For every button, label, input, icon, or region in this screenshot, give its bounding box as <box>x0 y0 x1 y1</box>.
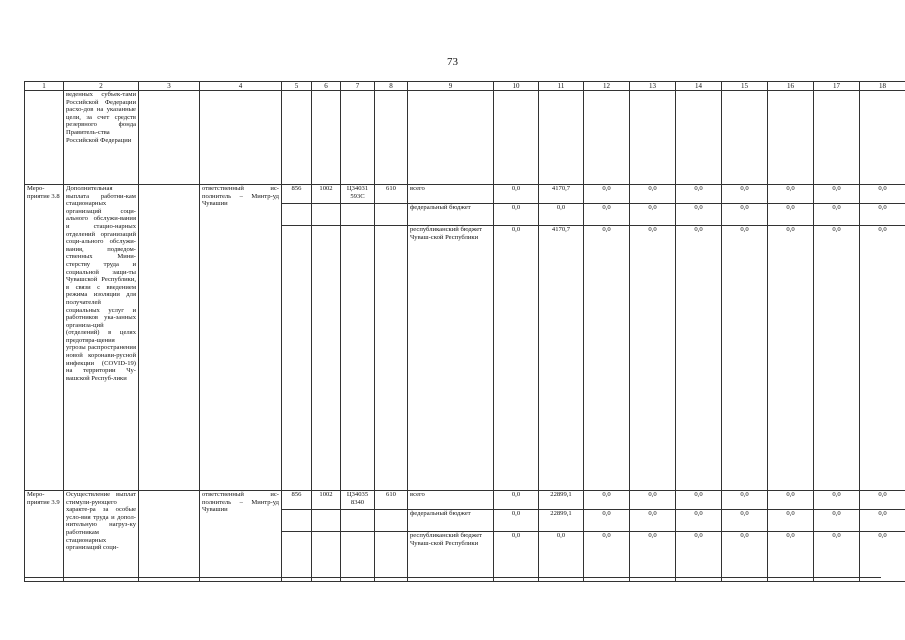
year-value: 0,0 <box>722 185 768 204</box>
continuation-text: веденных субъек-тами Российской Федерации расхо-дов на указанные цели, за счет средств резервного фонда Правитель-ства Российской Федерации <box>64 91 139 185</box>
activity-name: Дополнительная выплата работни-кам стационарных организаций соци-ального обслужи-вания и стацио-нарных отделений организаций соци-ального обслужи-вания, подведом-ственных Мини-стерству труда и социальной защи-ты Чувашской Республики, в связи с введением режима изоляции для получателей социальных услуг и работников ука-занных организа-ций (отделений) в целях предотвра-щения угрозы распространения новой коронави-русной инфекции (COVID-19) на территории Чу-вашской Респуб-лики <box>64 185 139 491</box>
year-value: 0,0 <box>768 226 814 491</box>
year-value: 0,0 <box>860 185 905 204</box>
year-value: 0,0 <box>768 510 814 532</box>
year-value: 0,0 <box>584 532 630 582</box>
code-csr <box>341 226 375 491</box>
year-value: 0,0 <box>630 185 676 204</box>
year-value: 0,0 <box>860 204 905 226</box>
column-header-17: 17 <box>814 82 860 91</box>
year-value: 0,0 <box>584 226 630 491</box>
year-value: 0,0 <box>860 491 905 510</box>
code-csr <box>341 204 375 226</box>
year-value: 0,0 <box>676 510 722 532</box>
year-value: 0,0 <box>584 204 630 226</box>
funding-source: федеральный бюджет <box>408 510 494 532</box>
year-value: 4170,7 <box>539 185 584 204</box>
year-value: 0,0 <box>768 491 814 510</box>
code-rzpr <box>312 532 341 582</box>
activity-col3 <box>139 185 200 491</box>
column-header-16: 16 <box>768 82 814 91</box>
year-value: 0,0 <box>630 204 676 226</box>
year-value: 0,0 <box>584 491 630 510</box>
year-value: 22899,1 <box>539 491 584 510</box>
page-number: 73 <box>447 56 458 68</box>
code-grbs <box>282 532 312 582</box>
activity-label: Меро-приятие 3.9 <box>25 491 64 582</box>
year-value: 0,0 <box>630 226 676 491</box>
year-value: 0,0 <box>630 491 676 510</box>
year-value: 0,0 <box>860 532 905 582</box>
code-vr <box>375 532 408 582</box>
year-value: 0,0 <box>584 185 630 204</box>
column-header-14: 14 <box>676 82 722 91</box>
code-grbs <box>282 226 312 491</box>
code-vr <box>375 226 408 491</box>
column-header-5: 5 <box>282 82 312 91</box>
year-value: 0,0 <box>676 491 722 510</box>
year-value: 0,0 <box>494 510 539 532</box>
year-value: 0,0 <box>814 532 860 582</box>
year-value: 0,0 <box>630 532 676 582</box>
column-header-8: 8 <box>375 82 408 91</box>
year-value: 0,0 <box>494 491 539 510</box>
code-csr: Ц34035 8340 <box>341 491 375 510</box>
year-value: 0,0 <box>722 510 768 532</box>
continuation-row <box>25 91 905 185</box>
column-header-13: 13 <box>630 82 676 91</box>
year-value: 0,0 <box>814 204 860 226</box>
year-value: 0,0 <box>768 204 814 226</box>
column-header-15: 15 <box>722 82 768 91</box>
year-value: 0,0 <box>494 226 539 491</box>
activity-name: Осуществление выплат стимули-рующего характе-ра за особые усло-вия труда и допол-нительную нагруз-ку работникам стационарных организаций соци- <box>64 491 139 582</box>
year-value: 0,0 <box>539 204 584 226</box>
year-value: 0,0 <box>494 532 539 582</box>
year-value: 0,0 <box>768 532 814 582</box>
budget-row <box>25 185 905 204</box>
column-header-12: 12 <box>584 82 630 91</box>
code-rzpr <box>312 204 341 226</box>
budget-row <box>25 491 905 510</box>
code-rzpr: 1002 <box>312 185 341 204</box>
funding-source: всего <box>408 491 494 510</box>
column-header-4: 4 <box>200 82 282 91</box>
code-csr: Ц34031 593С <box>341 185 375 204</box>
code-csr <box>341 510 375 532</box>
year-value: 0,0 <box>814 491 860 510</box>
table-bottom-edge <box>24 577 881 578</box>
funding-source: республиканский бюджет Чуваш-ской Республики <box>408 532 494 582</box>
column-header-10: 10 <box>494 82 539 91</box>
code-vr: 610 <box>375 491 408 510</box>
code-csr <box>341 532 375 582</box>
year-value: 0,0 <box>722 204 768 226</box>
year-value: 0,0 <box>722 491 768 510</box>
year-value: 0,0 <box>676 185 722 204</box>
code-rzpr: 1002 <box>312 491 341 510</box>
code-rzpr <box>312 226 341 491</box>
activity-executor: ответственный ис-полнитель – Минтр-уд Чувашии <box>200 185 282 491</box>
column-header-2: 2 <box>64 82 139 91</box>
year-value: 0,0 <box>539 532 584 582</box>
funding-source: всего <box>408 185 494 204</box>
funding-source: республиканский бюджет Чуваш-ской Республики <box>408 226 494 491</box>
activity-label: Меро-приятие 3.8 <box>25 185 64 491</box>
column-header-6: 6 <box>312 82 341 91</box>
year-value: 0,0 <box>630 510 676 532</box>
column-header-11: 11 <box>539 82 584 91</box>
column-header-3: 3 <box>139 82 200 91</box>
code-grbs <box>282 510 312 532</box>
column-header-7: 7 <box>341 82 375 91</box>
year-value: 0,0 <box>494 204 539 226</box>
year-value: 0,0 <box>722 226 768 491</box>
budget-table <box>24 81 905 582</box>
code-grbs <box>282 204 312 226</box>
year-value: 0,0 <box>676 226 722 491</box>
header-row <box>25 82 905 91</box>
year-value: 0,0 <box>814 510 860 532</box>
year-value: 0,0 <box>814 185 860 204</box>
year-value: 0,0 <box>860 226 905 491</box>
year-value: 0,0 <box>722 532 768 582</box>
year-value: 0,0 <box>860 510 905 532</box>
year-value: 22899,1 <box>539 510 584 532</box>
year-value: 0,0 <box>768 185 814 204</box>
activity-executor: ответственный ис-полнитель – Минтр-уд Чувашии <box>200 491 282 582</box>
code-grbs: 856 <box>282 491 312 510</box>
year-value: 0,0 <box>676 204 722 226</box>
activity-col3 <box>139 491 200 582</box>
column-header-9: 9 <box>408 82 494 91</box>
funding-source: федеральный бюджет <box>408 204 494 226</box>
year-value: 0,0 <box>584 510 630 532</box>
column-header-1: 1 <box>25 82 64 91</box>
code-grbs: 856 <box>282 185 312 204</box>
code-vr <box>375 510 408 532</box>
year-value: 0,0 <box>814 226 860 491</box>
code-vr: 610 <box>375 185 408 204</box>
year-value: 0,0 <box>494 185 539 204</box>
column-header-18: 18 <box>860 82 905 91</box>
year-value: 0,0 <box>676 532 722 582</box>
year-value: 4170,7 <box>539 226 584 491</box>
code-rzpr <box>312 510 341 532</box>
code-vr <box>375 204 408 226</box>
